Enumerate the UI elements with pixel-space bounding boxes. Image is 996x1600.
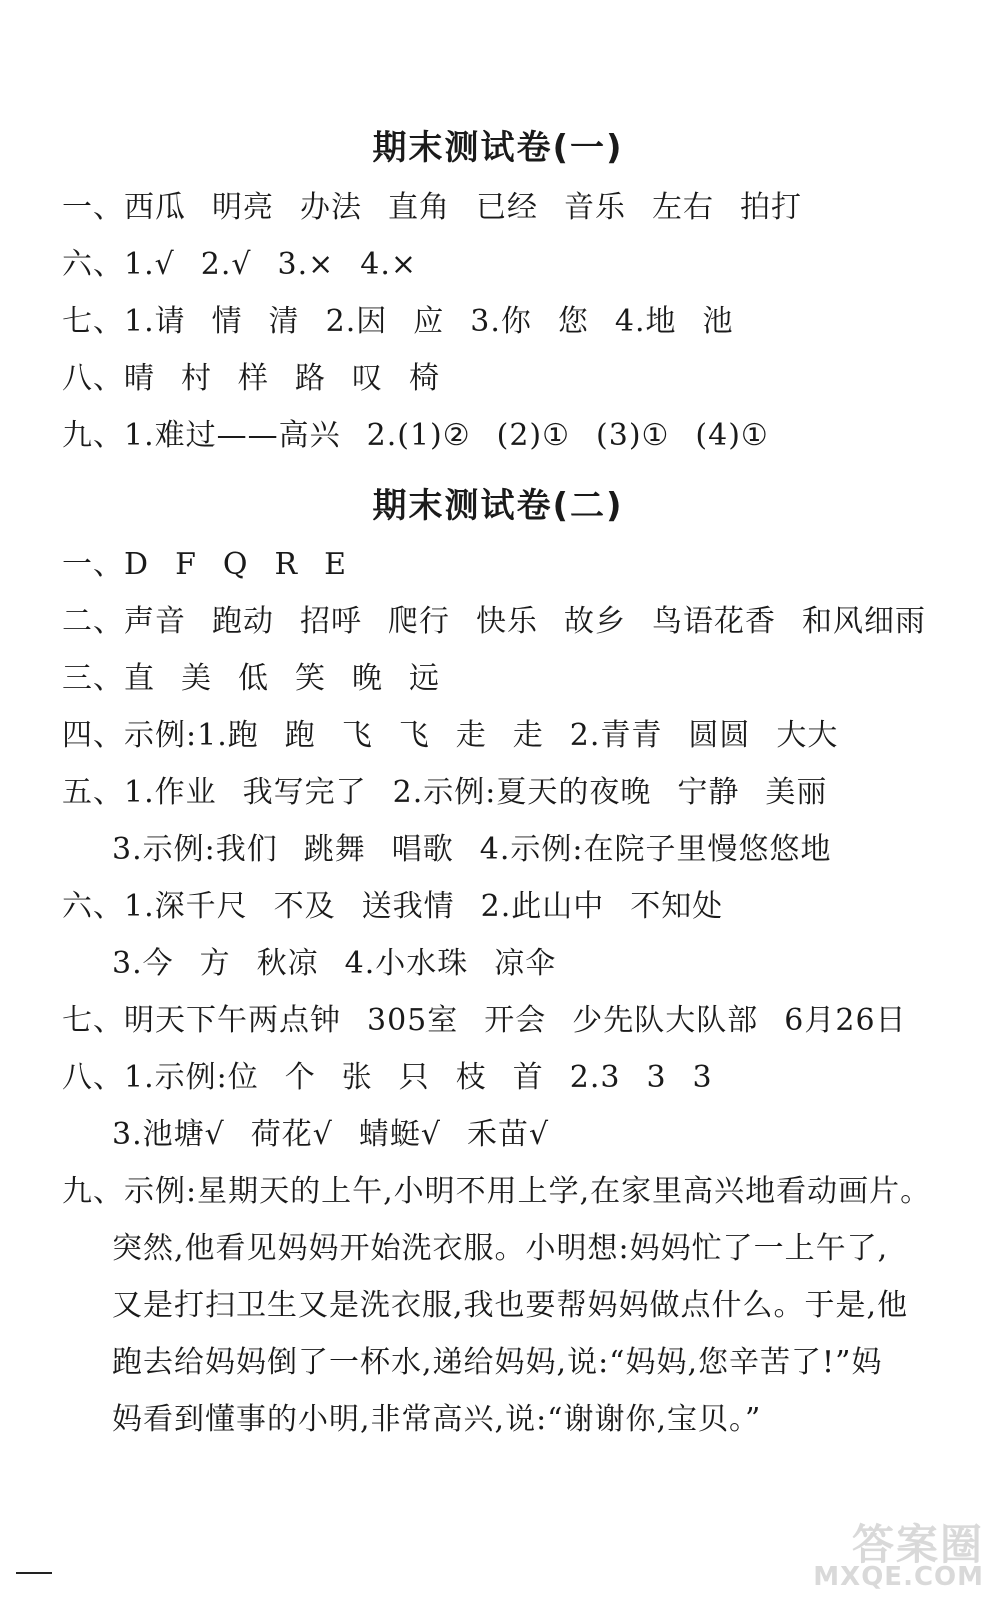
answer-item: 开会 <box>484 1003 547 1038</box>
answer-item: 个 <box>284 1060 316 1095</box>
answer-item: 妈看到懂事的小明,非常高兴,说:“谢谢你,宝贝。” <box>112 1402 762 1437</box>
answer-item: 飞 <box>341 718 373 753</box>
answer-item: 禾苗√ <box>467 1117 550 1152</box>
answer-item: (4)① <box>695 418 769 453</box>
answer-item: 飞 <box>398 718 430 753</box>
answer-item: 左右 <box>652 190 714 225</box>
answer-item: 又是打扫卫生又是洗衣服,我也要帮妈妈做点什么。于是,他 <box>112 1288 909 1323</box>
answer-item: 2.(1)② <box>366 418 471 453</box>
answer-item: 低 <box>238 661 269 696</box>
answer-item: 情 <box>211 304 243 339</box>
answer-item: 荷花√ <box>250 1117 333 1152</box>
answer-item: 叹 <box>352 361 383 396</box>
page-edge-dash <box>16 1572 52 1574</box>
answer-item: 3.× <box>277 247 335 282</box>
answer-item: 八、1.示例:位 <box>62 1060 259 1095</box>
answer-item: F <box>175 547 197 582</box>
answer-item: 3 <box>692 1060 713 1095</box>
answer-item: 一、D <box>62 547 150 582</box>
test2-answer-line <box>62 1172 931 1212</box>
answer-item: 2.青青 <box>569 718 663 753</box>
answer-item: 305室 <box>367 1003 459 1038</box>
answer-item: 只 <box>398 1060 430 1095</box>
test2-answer-line <box>112 1115 575 1155</box>
answer-item: 首 <box>512 1060 544 1095</box>
answer-item: 2.√ <box>200 247 252 282</box>
answer-item: 3 <box>646 1060 667 1095</box>
test2-answer-line <box>62 545 373 585</box>
answer-item: 3.今 <box>112 946 174 981</box>
answer-item: (3)① <box>596 418 670 453</box>
answer-item: 一、西瓜 <box>62 190 186 225</box>
answer-item: 招呼 <box>300 604 362 639</box>
answer-item: 办法 <box>300 190 362 225</box>
answer-item: 六、1.深千尺 <box>62 889 248 924</box>
test2-answer-line <box>112 1229 888 1269</box>
answer-item: 跑 <box>284 718 316 753</box>
test2-answer-line <box>62 1001 933 1041</box>
answer-item: 笑 <box>295 661 326 696</box>
answer-item: 唱歌 <box>391 832 454 867</box>
answer-item: 七、1.请 <box>62 304 186 339</box>
test1-title: 期末测试卷(一) <box>372 128 624 168</box>
answer-item: R <box>274 547 299 582</box>
test1-answer-line <box>62 188 828 228</box>
answer-item: 三、直 <box>62 661 155 696</box>
test2-title: 期末测试卷(二) <box>372 486 624 526</box>
answer-item: 2.3 <box>569 1060 621 1095</box>
test2-answer-line <box>62 602 952 642</box>
test2-answer-line <box>62 659 466 699</box>
answer-item: 4.地 <box>614 304 677 339</box>
answer-item: 4.× <box>360 247 418 282</box>
answer-item: 已经 <box>476 190 538 225</box>
answer-item: Q <box>222 547 249 582</box>
answer-item: 张 <box>341 1060 373 1095</box>
answer-item: 爬行 <box>388 604 450 639</box>
answer-item: 2.因 <box>325 304 388 339</box>
answer-item: 突然,他看见妈妈开始洗衣服。小明想:妈妈忙了一上午了, <box>112 1231 889 1266</box>
answer-item: 晚 <box>352 661 383 696</box>
answer-item: 枝 <box>455 1060 487 1095</box>
answer-item: (2)① <box>496 418 571 453</box>
answer-item: 2.此山中 <box>480 889 605 924</box>
answer-item: 3.示例:我们 <box>112 832 278 867</box>
answer-item: 不知处 <box>630 889 724 924</box>
test2-answer-line <box>62 773 853 813</box>
answer-item: 3.池塘√ <box>112 1117 225 1152</box>
answer-item: 跑去给妈妈倒了一杯水,递给妈妈,说:“妈妈,您辛苦了!”妈 <box>112 1345 883 1380</box>
answer-item: 远 <box>409 661 440 696</box>
answer-item: 圆圆 <box>688 718 751 753</box>
test1-answer-line <box>62 245 443 285</box>
answer-item: 蜻蜓√ <box>358 1117 441 1152</box>
answer-item: 我写完了 <box>242 775 367 810</box>
answer-item: 八、晴 <box>62 361 155 396</box>
test2-answer-line <box>62 1058 739 1098</box>
answer-item: 方 <box>199 946 231 981</box>
answer-item: 应 <box>413 304 445 339</box>
answer-item: 快乐 <box>476 604 538 639</box>
answer-item: 六、1.√ <box>62 247 175 282</box>
answer-item: E <box>324 547 347 582</box>
answer-item: 4.示例:在院子里慢悠悠地 <box>479 832 832 867</box>
answer-item: 3.你 <box>470 304 532 339</box>
answer-item: 四、示例:1.跑 <box>62 718 259 753</box>
test2-answer-line <box>62 887 749 927</box>
answer-item: 宁静 <box>677 775 740 810</box>
answer-item: 和风细雨 <box>802 604 926 639</box>
answer-item: 送我情 <box>361 889 455 924</box>
answer-item: 九、1.难过——高兴 <box>62 418 341 453</box>
answer-item: 不及 <box>273 889 336 924</box>
answer-item: 池 <box>702 304 734 339</box>
test2-answer-line <box>112 830 857 870</box>
test1-answer-line <box>62 359 466 399</box>
answer-item: 直角 <box>388 190 450 225</box>
answer-item: 故乡 <box>564 604 626 639</box>
answer-item: 九、示例:星期天的上午,小明不用上学,在家里高兴地看动画片。 <box>62 1174 932 1209</box>
test1-answer-line <box>62 302 760 342</box>
answer-item: 凉伞 <box>494 946 557 981</box>
answer-item: 跳舞 <box>303 832 366 867</box>
answer-item: 音乐 <box>564 190 626 225</box>
answer-item: 4.小水珠 <box>344 946 469 981</box>
answer-item: 跑动 <box>212 604 274 639</box>
watermark-url: MXQE.COM <box>813 1562 984 1592</box>
test1-answer-line <box>62 416 795 456</box>
answer-item: 五、1.作业 <box>62 775 217 810</box>
answer-item: 拍打 <box>740 190 802 225</box>
test2-answer-line <box>112 1286 908 1326</box>
watermark-logo-text: 答案圈 <box>851 1520 984 1569</box>
test2-answer-line <box>112 1400 761 1440</box>
answer-item: 清 <box>268 304 300 339</box>
answer-item: 美 <box>181 661 212 696</box>
answer-item: 走 <box>455 718 487 753</box>
answer-item: 样 <box>238 361 269 396</box>
test2-answer-line <box>112 1343 882 1383</box>
answer-item: 2.示例:夏天的夜晚 <box>392 775 652 810</box>
answer-item: 您 <box>557 304 589 339</box>
answer-item: 美丽 <box>765 775 828 810</box>
answer-item: 椅 <box>409 361 440 396</box>
test2-answer-line <box>62 716 864 756</box>
watermark-logo <box>814 1512 984 1592</box>
answer-item: 少先队大队部 <box>572 1003 759 1038</box>
answer-item: 6月26日 <box>784 1003 907 1038</box>
answer-item: 秋凉 <box>256 946 319 981</box>
answer-item: 二、声音 <box>62 604 186 639</box>
answer-item: 走 <box>512 718 544 753</box>
answer-item: 明亮 <box>212 190 274 225</box>
test2-answer-line <box>112 944 582 984</box>
answer-item: 七、明天下午两点钟 <box>62 1003 341 1038</box>
answer-item: 路 <box>295 361 326 396</box>
answer-item: 大大 <box>776 718 839 753</box>
answer-item: 村 <box>181 361 212 396</box>
answer-item: 鸟语花香 <box>652 604 776 639</box>
